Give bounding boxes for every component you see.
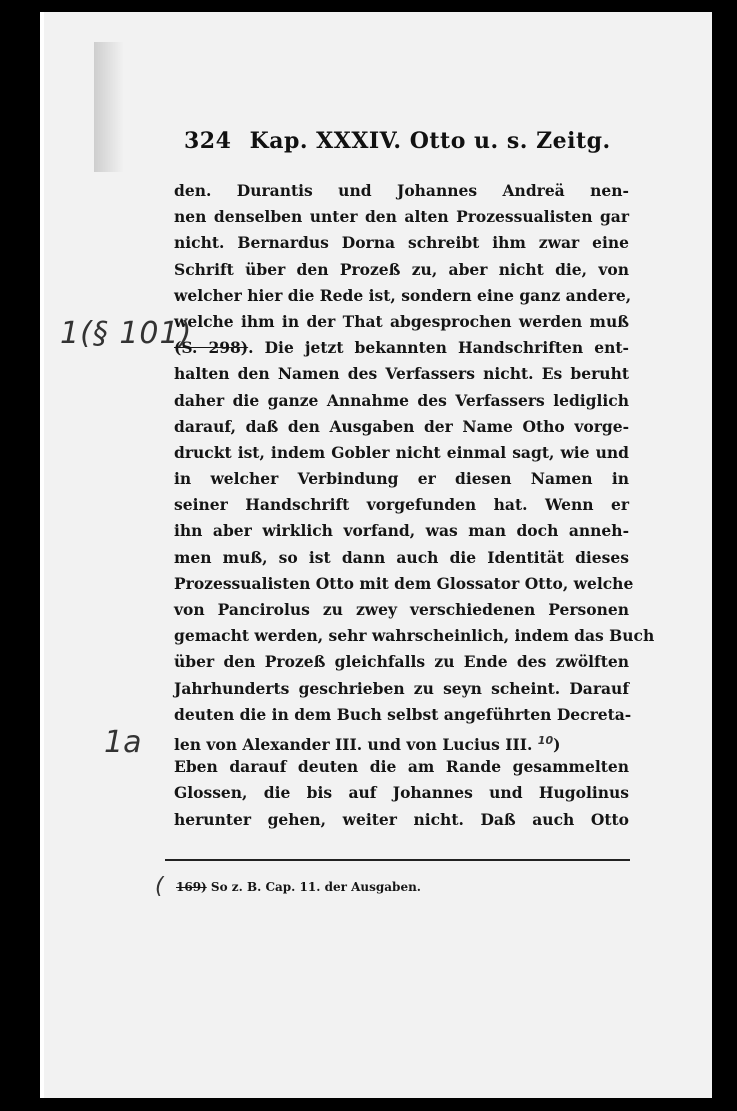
text-line: nen denselben unter den alten Prozessualisten gar — [174, 207, 629, 227]
handwritten-footnote-ref: 10 — [537, 733, 554, 747]
text-line: den. Durantis und Johannes Andreä nen- — [174, 181, 629, 200]
text-line: seiner Handschrift vorgefunden hat. Wenn er — [174, 495, 629, 515]
text-line: halten den Namen des Verfassers nicht. Es beruht — [174, 364, 629, 384]
text-line: Glossen, die bis auf Johannes und Hugolinus — [174, 783, 629, 803]
running-header — [184, 128, 611, 154]
text-line: welcher hier die Rede ist, sondern eine ganz andere, — [174, 285, 632, 305]
text-line: welche ihm in der That abgesprochen werden muß — [174, 311, 629, 331]
text-line: über den Prozeß gleichfalls zu Ende des zwölften — [174, 652, 629, 672]
footnote-rule — [165, 859, 630, 861]
running-title: Kap. XXXIV. Otto u. s. Zeitg. — [249, 128, 611, 154]
text-line: Eben darauf deuten die am Rande gesammelten — [174, 757, 629, 777]
footnote — [176, 880, 421, 894]
struck-page-reference: (S. 298) — [174, 338, 249, 358]
text-line: darauf, daß den Ausgaben der Name Otho vorge- — [174, 416, 629, 436]
text-line: von Pancirolus zu zwey verschiedenen Personen — [174, 600, 629, 619]
body-text — [174, 178, 655, 833]
text-line: in welcher Verbindung er diesen Namen in — [174, 469, 629, 489]
text-line: men muß, so ist dann auch die Identität dieses — [174, 547, 629, 567]
text-line: daher die ganze Annahme des Verfassers lediglich — [174, 390, 629, 410]
text-line-with-footnote-ref: len von Alexander III. und von Lucius III. $^{10}$) — [174, 733, 561, 755]
handwritten-margin-mark: 1a — [104, 725, 142, 760]
text-line-with-reference: (S. 298). Die jetzt bekannten Handschriften ent- — [174, 338, 629, 358]
text-line: Jahrhunderts geschrieben zu seyn scheint. Darauf — [174, 678, 629, 698]
handwritten-margin-note: 1(§ 101) — [60, 316, 193, 351]
handwritten-footnote-paren: ( — [155, 874, 164, 899]
scan-smudge — [94, 42, 124, 172]
text-line: druckt ist, indem Gobler nicht einmal sagt, wie und — [174, 442, 629, 462]
text-line: Schrift über den Prozeß zu, aber nicht die, von — [174, 259, 629, 279]
text-line: deuten die in dem Buch selbst angeführten Decreta- — [174, 704, 632, 724]
text-line: gemacht werden, sehr wahrscheinlich, indem das Buch — [174, 626, 655, 646]
text-line: herunter gehen, weiter nicht. Daß auch Otto — [174, 809, 629, 829]
footnote-text: So z. B. Cap. 11. der Ausgaben. — [210, 880, 421, 894]
footnote-marker: 169) — [176, 880, 207, 894]
text-line: nicht. Bernardus Dorna schreibt ihm zwar eine — [174, 233, 629, 253]
page-number: 324 — [184, 128, 232, 154]
text-line: Prozessualisten Otto mit dem Glossator Otto, welche — [174, 573, 634, 593]
text-line: ihn aber wirklich vorfand, was man doch anneh- — [174, 521, 629, 541]
